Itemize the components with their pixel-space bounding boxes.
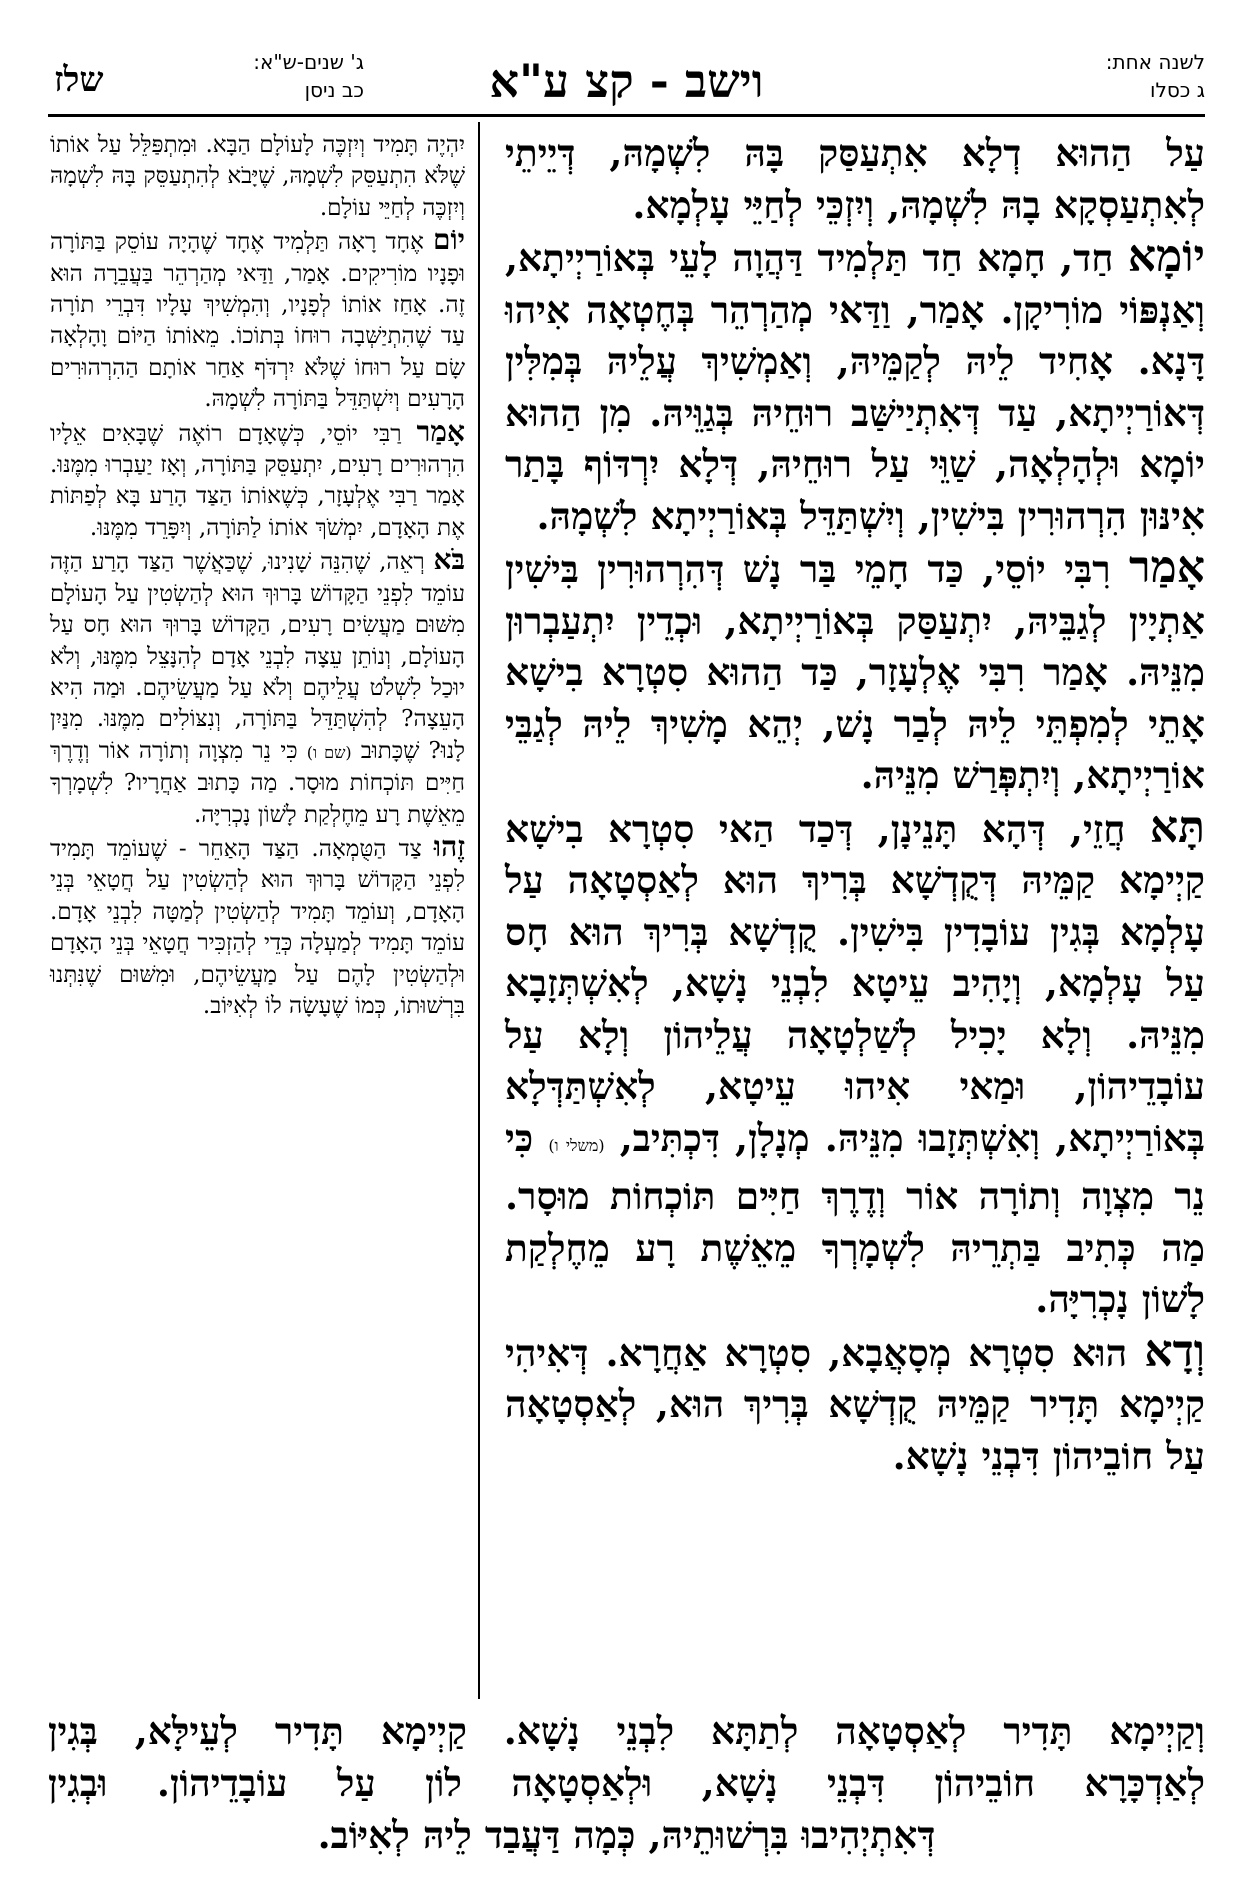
paragraph-text: צַד הַטֻּמְאָה. הַצַּד הָאַחֵר - שֶׁעוֹמֵד תָּמִיד לִפְנֵי הַקָּדוֹשׁ בָּרוּךְ הוּא לְהַשְׂטִין עַל חֲטָאֵי בְּנֵי הָאָדָם, וְעוֹמֵד תָּמִיד לְהַשְׂטִין לְמַטָּה לִבְנֵי אָדָם. עוֹמֵד תָּמִיד לְמַעְלָה כְּדֵי לְהַזְכִּיר חֲטָאֵי בְּנֵי הָאָדָם וּלְהַשְׂטִין לָהֶם עַל מַעֲשֵׂיהֶם, וּמִשּׁוּם שֶׁנִּתְּנוּ בִּרְשׁוּתוֹ, כְּמוֹ שֶׁעָשָׂה לוֹ לְאִיּוֹב. <box>50 835 465 1019</box>
translation-paragraph <box>50 224 465 415</box>
paragraph-lead-word: בֹּא <box>433 543 465 577</box>
paragraph-text: אֶחָד רָאָה תַּלְמִיד אֶחָד שֶׁהָיָה עוֹסֵק בַּתּוֹרָה וּפָנָיו מוֹרִיקִים. אָמַר, וַדַּאי מְהַרְהֵר בַּעֲבֵרָה הוּא זֶה. אָחַז אוֹתוֹ לְפָנָיו, וְהִמְשִׁיךְ עָלָיו דִּבְרֵי תוֹרָה עַד שֶׁהִתְיַשְּׁבָה רוּחוֹ בְּתוֹכוֹ. מֵאוֹתוֹ הַיּוֹם וָהָלְאָה שָׂם עַל רוּחוֹ שֶׁלֹּא יִרְדֹּף אַחַר אוֹתָם הַהִרְהוּרִים הָרָעִים וְיִשְׁתַּדֵּל בַּתּוֹרָה לִשְׁמָהּ. <box>50 229 465 413</box>
paragraph-text: עַל הַהוּא דְלָא אִתְעַסַּק בָּהּ לִשְׁמָהּ, דְּיֵיתֵי לְאִתְעַסְקָא בָהּ לִשְׁמָהּ, וְיִזְכֵּי לְחַיֵּי עָלְמָא. <box>505 131 1205 227</box>
text-line: דְּאִתְיְהִיבוּ בִּרְשׁוּתֵיהּ, כְּמָה דַּעֲבַד לֵיהּ לְאִיּוֹב. <box>317 1813 936 1857</box>
study-schedule-one-year <box>985 48 1205 104</box>
schedule-label: לשנה אחת: <box>1105 50 1205 74</box>
page-number: שלז <box>54 60 104 100</box>
translation-paragraph <box>50 130 465 224</box>
column-divider <box>478 122 480 1699</box>
paragraph-lead-word: תָּא <box>1149 801 1205 853</box>
paragraph-text: הוּא סִטְרָא מְסָאֲבָא, סִטְרָא אַחֲרָא. דְּאִיהִי קַיְימָא תָּדִיר קַמֵּיהּ קֻדְשָׁא בְּרִיךְ הוּא, לְאַסְטָאָה עַל חוֹבֵיהוֹן דִּבְנֵי נָשָׁא. <box>505 1330 1205 1478</box>
translation-paragraph <box>50 544 465 831</box>
verse-reference: (שם ו) <box>306 742 352 762</box>
schedule-date: ג כסלו <box>1150 78 1205 102</box>
paragraph-text: רַבִּי יוֹסֵי, כְּשֶׁאָדָם רוֹאֶה שֶׁבָּאִים אֵלָיו הִרְהוּרִים רָעִים, יִתְעַסֵּק בַּתּוֹרָה, וְאָז יַעַבְרוּ מִמֶּנּוּ. אָמַר רַבִּי אֶלְעָזָר, כְּשֶׁאוֹתוֹ הַצַּד הָרַע בָּא לְפַתּוֹת אֶת הָאָדָם, יִמְשֹׁךְ אוֹתוֹ לַתּוֹרָה, וְיִפָּרֵד מִמֶּנּוּ. <box>50 420 465 541</box>
paragraph-text: חַד, חָמָא חַד תַּלְמִיד דַּהֲוָה לָעֵי בְּאוֹרַיְיתָא, וְאַנְפּוֹי מוֹרִיקָן. אָמַר, וַדַּאי מְהַרְהֵר בְּחֶטְאָה אִיהוּ דָּנָא. אָחִיד לֵיהּ לְקַמֵּיהּ, וְאַמְשִׁיךְ עֲלֵיהּ בְּמִלִּין דְּאוֹרַיְיתָא, עַד דְּאִתְיַישַּׁב רוּחֵיהּ בְּגַוֵּיהּ. מִן הַהוּא יוֹמָא וּלְהָלְאָה, שַׁוֵּי עַל רוּחֵיהּ, דְּלָא יִרְדּוֹף בָּתַר אִינּוּן הִרְהוּרִין בִּישִׁין, וְיִשְׁתַּדֵּל בְּאוֹרַיְיתָא לִשְׁמָהּ. <box>505 236 1205 538</box>
main-paragraph <box>505 802 1205 1326</box>
main-paragraph <box>505 231 1205 542</box>
paragraph-lead-word: אָמַר <box>1129 542 1205 593</box>
full-width-text-block <box>48 1705 1205 1861</box>
paragraph-text: כִּי נֵר מִצְוָה וְתוֹרָה אוֹר וְדֶרֶךְ חַיִּים תּוֹכְחוֹת מוּסָר. מַה כְּתִיב בַּתְרֵיהּ לִשְׁמָרְךָ מֵאֵשֶׁת רָע מֵחֶלְקַת לָשׁוֹן נָכְרִיָּה. <box>505 1115 1205 1321</box>
translation-paragraph <box>50 416 465 545</box>
text-line: וְקַיְימָא תָּדִיר לְאַסְטָאָה לְתַתָּא לִבְנֵי נָשָׁא. קַיְימָא תָּדִיר לְעֵילָּא, בְּגִין <box>48 1709 1205 1753</box>
page-header <box>48 48 1205 120</box>
main-paragraph <box>505 542 1205 802</box>
paragraph-lead-word: זֶהוּ <box>433 829 465 863</box>
paragraph-text: כִּי נֵר מִצְוָה וְתוֹרָה אוֹר וְדֶרֶךְ חַיִּים תּוֹכְחוֹת מוּסָר. מַה כָּתוּב אַחֲרָיו? לִשְׁמָרְךָ מֵאֵשֶׁת רָע מֵחֶלְקַת לָשׁוֹן נָכְרִיָּה. <box>50 737 465 828</box>
paragraph-lead-word: וְדָא <box>1144 1325 1205 1377</box>
page-title: וישב - קצ ע"א <box>489 54 764 108</box>
paragraph-text: חֲזֵי, דְּהָא תָּנֵינָן, דְּכַד הַאי סִטְרָא בִישָׁא קַיְימָא קַמֵּיהּ דְּקֻדְשָׁא בְּרִיךְ הוּא לְאַסְטָאָה עַל עָלְמָא בְּגִין עוֹבָדִין בִּישִׁין. קֻדְשָׁא בְּרִיךְ הוּא חָס עַל עָלְמָא, וְיָהִיב עֵיטָא לִבְנֵי נָשָׁא, לְאִשְׁתְּזָבָא מִנֵּיהּ. וְלָא יָכִיל לְשַׁלְטָאָה עֲלֵיהוֹן וְלָא עַל עוֹבָדֵיהוֹן, וּמַאי אִיהוּ עֵיטָא, לְאִשְׁתַּדְּלָא בְּאוֹרַיְיתָא, וְאִשְׁתְּזָבוּ מִנֵּיהּ. מְנָלָן, דִּכְתִּיב, <box>505 806 1206 1160</box>
main-text-column <box>505 128 1205 1482</box>
paragraph-lead-word: אָמַר <box>416 414 465 448</box>
paragraph-text: יִהְיֶה תָּמִיד וְיִזְכֶּה לָעוֹלָם הַבָּא. וּמִתְפַּלֵּל עַל אוֹתוֹ שֶׁלֹּא הִתְעַסֵּק לִשְׁמָהּ, שֶׁיָּבֹא לְהִתְעַסֵּק בָּהּ לִשְׁמָהּ וְיִזְכֶּה לְחַיֵּי עוֹלָם. <box>50 132 465 221</box>
main-paragraph <box>505 128 1205 231</box>
schedule-label: ג' שנים-ש"א: <box>253 50 364 74</box>
text-line: לְאַדְכָּרָא חוֹבֵיהוֹן דִּבְנֵי נָשָׁא, וּלְאַסְטָאָה לוֹן עַל עוֹבָדֵיהוֹן. וּבְגִין <box>48 1761 1205 1805</box>
paragraph-lead-word: יוֹם <box>433 223 465 257</box>
header-divider <box>48 114 1205 117</box>
translation-column <box>50 130 465 1022</box>
schedule-date: כב ניסן <box>304 78 364 102</box>
paragraph-text: רְאֵה, שֶׁהִנֵּה שָׁנִינוּ, שֶׁכַּאֲשֶׁר הַצַּד הָרַע הַזֶּה עוֹמֵד לִפְנֵי הַקָּדוֹשׁ בָּרוּךְ הוּא לְהַשְׂטִין עַל הָעוֹלָם מִשּׁוּם מַעֲשִׂים רָעִים, הַקָּדוֹשׁ בָּרוּךְ הוּא חָס עַל הָעוֹלָם, וְנוֹתֵן עֵצָה לִבְנֵי אָדָם לְהִנָּצֵל מִמֶּנּוּ, וְלֹא יוּכַל לִשְׁלֹט עֲלֵיהֶם וְלֹא עַל מַעֲשֵׂיהֶם. וּמַה הִיא הָעֵצָה? לְהִשְׁתַּדֵּל בַּתּוֹרָה, וְנִצּוֹלִים מִמֶּנּוּ. מִנַּיִן לָנוּ? שֶׁכָּתוּב <box>50 549 465 764</box>
paragraph-lead-word: יוֹמָא <box>1127 231 1205 282</box>
main-paragraph <box>505 1326 1205 1483</box>
verse-reference: (משלי ו) <box>548 1135 605 1155</box>
paragraph-text: רִבִּי יוֹסֵי, כַּד חָמֵי בַּר נָשׁ דְּהִרְהוּרִין בִּישִׁין אַתְיָין לְגַבֵּיהּ, יִתְעַסַּק בְּאוֹרַיְיתָא, וּכְדֵין יִתְעַבְרוּן מִנֵּיהּ. אָמַר רִבִּי אֶלְעָזָר, כַּד הַהוּא סִטְרָא בִישָׁא אָתֵי לְמִפְתֵּי לֵיהּ לְבַר נָשׁ, יְהֵא מָשִׁיךְ לֵיהּ לְגַבֵּי אוֹרַיְיתָא, וְיִתְפְּרַשׁ מִנֵּיהּ. <box>505 547 1205 797</box>
translation-paragraph <box>50 831 465 1022</box>
